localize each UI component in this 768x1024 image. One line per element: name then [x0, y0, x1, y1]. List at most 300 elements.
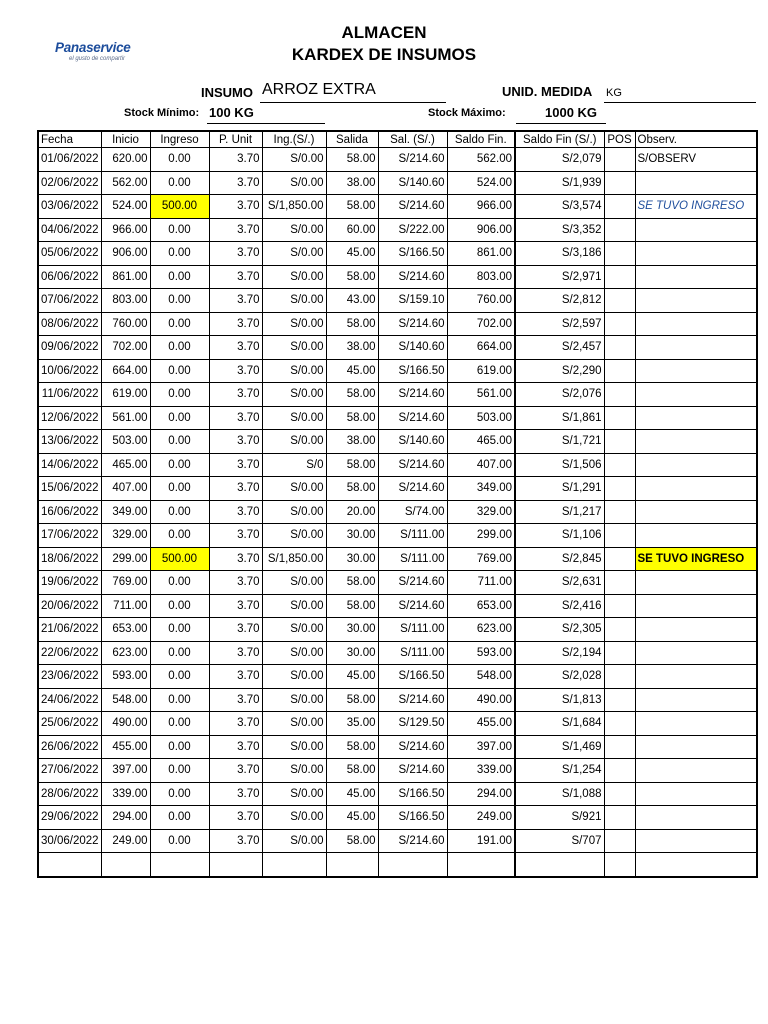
- table-row: [38, 359, 757, 383]
- cell-ingreso: 500.00: [150, 195, 209, 219]
- cell-ing: S/0.00: [262, 500, 326, 524]
- cell-obs: [635, 242, 757, 266]
- cell-obs: [635, 430, 757, 454]
- cell-punit: 3.70: [209, 453, 262, 477]
- cell-inicio: 339.00: [101, 782, 150, 806]
- cell-salida: 30.00: [326, 618, 378, 642]
- cell-ing: S/0.00: [262, 289, 326, 313]
- cell-obs: [635, 853, 757, 877]
- col-salida-header: Salida: [326, 131, 378, 148]
- cell-sal: S/159.10: [378, 289, 447, 313]
- cell-saldo: 503.00: [447, 406, 515, 430]
- cell-inicio: 561.00: [101, 406, 150, 430]
- cell-ingreso: 0.00: [150, 383, 209, 407]
- insumo-value: ARROZ EXTRA: [262, 81, 376, 98]
- table-row: [38, 735, 757, 759]
- table-row: [38, 477, 757, 501]
- cell-obs: [635, 688, 757, 712]
- cell-fecha: 25/06/2022: [38, 712, 101, 736]
- cell-pos: [604, 547, 635, 571]
- cell-punit: 3.70: [209, 618, 262, 642]
- cell-punit: 3.70: [209, 336, 262, 360]
- cell-salida: 43.00: [326, 289, 378, 313]
- cell-salida: 38.00: [326, 336, 378, 360]
- cell-fecha: 27/06/2022: [38, 759, 101, 783]
- cell-saldo_s: S/3,352: [515, 218, 604, 242]
- cell-saldo: 249.00: [447, 806, 515, 830]
- cell-sal: S/74.00: [378, 500, 447, 524]
- table-row: [38, 406, 757, 430]
- cell-ingreso: 0.00: [150, 218, 209, 242]
- cell-salida: 58.00: [326, 406, 378, 430]
- cell-saldo: 294.00: [447, 782, 515, 806]
- cell-saldo_s: S/1,088: [515, 782, 604, 806]
- cell-inicio: 249.00: [101, 829, 150, 853]
- table-row: [38, 312, 757, 336]
- cell-punit: 3.70: [209, 829, 262, 853]
- cell-saldo_s: S/2,631: [515, 571, 604, 595]
- cell-pos: [604, 336, 635, 360]
- cell-pos: [604, 383, 635, 407]
- table-row: [38, 500, 757, 524]
- cell-pos: [604, 406, 635, 430]
- unit-value: KG: [606, 87, 622, 99]
- cell-sal: S/214.60: [378, 265, 447, 289]
- cell-salida: 45.00: [326, 665, 378, 689]
- cell-sal: S/140.60: [378, 430, 447, 454]
- cell-fecha: 28/06/2022: [38, 782, 101, 806]
- cell-pos: [604, 500, 635, 524]
- cell-punit: 3.70: [209, 524, 262, 548]
- cell-punit: 3.70: [209, 641, 262, 665]
- cell-ing: S/1,850.00: [262, 547, 326, 571]
- cell-ing: S/0.00: [262, 665, 326, 689]
- cell-salida: 38.00: [326, 430, 378, 454]
- cell-ingreso: [150, 853, 209, 877]
- cell-ingreso: 0.00: [150, 477, 209, 501]
- col-saldo-header: Saldo Fin.: [447, 131, 515, 148]
- cell-pos: [604, 218, 635, 242]
- cell-obs: [635, 453, 757, 477]
- cell-fecha: 10/06/2022: [38, 359, 101, 383]
- table-row: [38, 547, 757, 571]
- cell-salida: 58.00: [326, 312, 378, 336]
- cell-saldo_s: S/1,684: [515, 712, 604, 736]
- cell-sal: S/214.60: [378, 735, 447, 759]
- cell-ingreso: 0.00: [150, 618, 209, 642]
- cell-ingreso: 0.00: [150, 571, 209, 595]
- cell-punit: [209, 853, 262, 877]
- cell-ing: S/0.00: [262, 735, 326, 759]
- cell-saldo: 803.00: [447, 265, 515, 289]
- cell-saldo_s: S/2,597: [515, 312, 604, 336]
- cell-saldo_s: S/1,469: [515, 735, 604, 759]
- cell-saldo: 455.00: [447, 712, 515, 736]
- stock-min-underline: [207, 123, 325, 124]
- cell-ingreso: 0.00: [150, 829, 209, 853]
- cell-salida: 58.00: [326, 759, 378, 783]
- cell-ing: S/0.00: [262, 218, 326, 242]
- cell-pos: [604, 453, 635, 477]
- cell-salida: 20.00: [326, 500, 378, 524]
- cell-pos: [604, 594, 635, 618]
- cell-obs: [635, 218, 757, 242]
- cell-obs: [635, 500, 757, 524]
- cell-fecha: 17/06/2022: [38, 524, 101, 548]
- table-header-row: [38, 131, 757, 148]
- cell-ing: S/0.00: [262, 430, 326, 454]
- col-saldo-s-header: Saldo Fin (S/.): [515, 131, 604, 148]
- cell-inicio: 702.00: [101, 336, 150, 360]
- cell-saldo: 548.00: [447, 665, 515, 689]
- cell-ingreso: 0.00: [150, 782, 209, 806]
- cell-inicio: 711.00: [101, 594, 150, 618]
- cell-punit: 3.70: [209, 148, 262, 172]
- cell-sal: S/111.00: [378, 641, 447, 665]
- cell-saldo_s: S/2,028: [515, 665, 604, 689]
- cell-saldo_s: S/2,305: [515, 618, 604, 642]
- cell-obs: [635, 735, 757, 759]
- cell-sal: [378, 853, 447, 877]
- cell-fecha: 23/06/2022: [38, 665, 101, 689]
- cell-inicio: 562.00: [101, 171, 150, 195]
- cell-fecha: 30/06/2022: [38, 829, 101, 853]
- table-row: [38, 665, 757, 689]
- cell-pos: [604, 265, 635, 289]
- cell-ingreso: 0.00: [150, 665, 209, 689]
- cell-punit: 3.70: [209, 594, 262, 618]
- table-row: [38, 594, 757, 618]
- col-punit-header: P. Unit: [209, 131, 262, 148]
- cell-saldo: 619.00: [447, 359, 515, 383]
- cell-ing: S/0.00: [262, 477, 326, 501]
- cell-pos: [604, 524, 635, 548]
- cell-saldo: 760.00: [447, 289, 515, 313]
- cell-salida: 30.00: [326, 524, 378, 548]
- cell-sal: S/214.60: [378, 688, 447, 712]
- cell-saldo_s: S/921: [515, 806, 604, 830]
- cell-fecha: 11/06/2022: [38, 383, 101, 407]
- cell-sal: S/214.60: [378, 148, 447, 172]
- table-row: [38, 242, 757, 266]
- cell-pos: [604, 712, 635, 736]
- table-row: [38, 265, 757, 289]
- cell-inicio: 760.00: [101, 312, 150, 336]
- cell-punit: 3.70: [209, 500, 262, 524]
- cell-ingreso: 0.00: [150, 312, 209, 336]
- cell-punit: 3.70: [209, 289, 262, 313]
- cell-sal: S/140.60: [378, 336, 447, 360]
- cell-sal: S/214.60: [378, 312, 447, 336]
- cell-punit: 3.70: [209, 688, 262, 712]
- cell-saldo: 966.00: [447, 195, 515, 219]
- cell-saldo_s: S/2,290: [515, 359, 604, 383]
- cell-salida: 58.00: [326, 453, 378, 477]
- table-row: [38, 571, 757, 595]
- cell-punit: 3.70: [209, 430, 262, 454]
- cell-saldo: 490.00: [447, 688, 515, 712]
- cell-fecha: 24/06/2022: [38, 688, 101, 712]
- cell-sal: S/166.50: [378, 806, 447, 830]
- cell-saldo_s: S/3,186: [515, 242, 604, 266]
- cell-ingreso: 0.00: [150, 688, 209, 712]
- cell-fecha: 05/06/2022: [38, 242, 101, 266]
- cell-saldo: 397.00: [447, 735, 515, 759]
- cell-punit: 3.70: [209, 383, 262, 407]
- cell-punit: 3.70: [209, 265, 262, 289]
- cell-obs: [635, 171, 757, 195]
- cell-salida: 35.00: [326, 712, 378, 736]
- cell-saldo: 299.00: [447, 524, 515, 548]
- cell-ingreso: 0.00: [150, 641, 209, 665]
- table-row: [38, 759, 757, 783]
- table-row: [38, 336, 757, 360]
- cell-ing: S/0.00: [262, 171, 326, 195]
- cell-fecha: 29/06/2022: [38, 806, 101, 830]
- col-ingreso-header: Ingreso: [150, 131, 209, 148]
- cell-inicio: 769.00: [101, 571, 150, 595]
- cell-sal: S/140.60: [378, 171, 447, 195]
- cell-sal: S/166.50: [378, 782, 447, 806]
- cell-inicio: 294.00: [101, 806, 150, 830]
- table-row: [38, 806, 757, 830]
- cell-pos: [604, 359, 635, 383]
- cell-ing: S/0.00: [262, 406, 326, 430]
- cell-punit: 3.70: [209, 782, 262, 806]
- cell-pos: [604, 242, 635, 266]
- cell-obs: SE TUVO INGRESO: [635, 547, 757, 571]
- unit-underline: [604, 102, 756, 103]
- cell-inicio: 906.00: [101, 242, 150, 266]
- cell-fecha: 07/06/2022: [38, 289, 101, 313]
- cell-obs: [635, 406, 757, 430]
- cell-saldo: 191.00: [447, 829, 515, 853]
- table-row: [38, 782, 757, 806]
- cell-ingreso: 0.00: [150, 406, 209, 430]
- kardex-table: [37, 130, 758, 878]
- cell-fecha: 09/06/2022: [38, 336, 101, 360]
- cell-pos: [604, 571, 635, 595]
- cell-inicio: 620.00: [101, 148, 150, 172]
- cell-saldo_s: S/1,939: [515, 171, 604, 195]
- cell-fecha: 06/06/2022: [38, 265, 101, 289]
- cell-saldo_s: S/2,079: [515, 148, 604, 172]
- cell-ing: S/0.00: [262, 688, 326, 712]
- page-subtitle: KARDEX DE INSUMOS: [291, 45, 477, 64]
- cell-pos: [604, 641, 635, 665]
- cell-ingreso: 0.00: [150, 289, 209, 313]
- cell-pos: [604, 829, 635, 853]
- table-row: [38, 148, 757, 172]
- cell-ingreso: 0.00: [150, 500, 209, 524]
- table-row: [38, 289, 757, 313]
- insumo-underline: [260, 102, 446, 103]
- cell-ing: S/0.00: [262, 759, 326, 783]
- cell-ing: S/0.00: [262, 265, 326, 289]
- cell-ing: S/0.00: [262, 618, 326, 642]
- cell-sal: S/166.50: [378, 665, 447, 689]
- cell-sal: S/214.60: [378, 477, 447, 501]
- cell-punit: 3.70: [209, 712, 262, 736]
- cell-pos: [604, 759, 635, 783]
- cell-ingreso: 0.00: [150, 806, 209, 830]
- col-observ-header: Observ.: [635, 131, 757, 148]
- table-row: [38, 171, 757, 195]
- cell-fecha: 20/06/2022: [38, 594, 101, 618]
- cell-ing: [262, 853, 326, 877]
- cell-ing: S/0.00: [262, 242, 326, 266]
- cell-saldo: 623.00: [447, 618, 515, 642]
- cell-salida: 58.00: [326, 735, 378, 759]
- cell-pos: [604, 477, 635, 501]
- cell-salida: 60.00: [326, 218, 378, 242]
- cell-salida: 58.00: [326, 571, 378, 595]
- cell-saldo: 329.00: [447, 500, 515, 524]
- cell-obs: [635, 594, 757, 618]
- cell-saldo_s: S/2,416: [515, 594, 604, 618]
- cell-pos: [604, 806, 635, 830]
- cell-inicio: 966.00: [101, 218, 150, 242]
- table-row: [38, 688, 757, 712]
- table-row: [38, 524, 757, 548]
- cell-sal: S/214.60: [378, 571, 447, 595]
- cell-saldo: 349.00: [447, 477, 515, 501]
- cell-inicio: 861.00: [101, 265, 150, 289]
- cell-salida: 45.00: [326, 242, 378, 266]
- cell-inicio: 299.00: [101, 547, 150, 571]
- cell-obs: [635, 806, 757, 830]
- table-row: [38, 430, 757, 454]
- cell-ingreso: 0.00: [150, 594, 209, 618]
- logo-tagline: el gusto de compartir: [69, 56, 126, 62]
- cell-obs: [635, 265, 757, 289]
- cell-salida: 58.00: [326, 688, 378, 712]
- cell-ing: S/0.00: [262, 383, 326, 407]
- cell-inicio: 349.00: [101, 500, 150, 524]
- table-row: [38, 853, 757, 877]
- cell-salida: 58.00: [326, 594, 378, 618]
- cell-pos: [604, 171, 635, 195]
- cell-ing: S/0.00: [262, 712, 326, 736]
- cell-ing: S/0.00: [262, 641, 326, 665]
- cell-pos: [604, 430, 635, 454]
- cell-punit: 3.70: [209, 242, 262, 266]
- cell-punit: 3.70: [209, 195, 262, 219]
- cell-saldo_s: S/1,254: [515, 759, 604, 783]
- cell-ing: S/1,850.00: [262, 195, 326, 219]
- cell-punit: 3.70: [209, 171, 262, 195]
- cell-sal: S/214.60: [378, 829, 447, 853]
- cell-ingreso: 0.00: [150, 524, 209, 548]
- cell-inicio: 623.00: [101, 641, 150, 665]
- table-row: [38, 453, 757, 477]
- cell-inicio: 619.00: [101, 383, 150, 407]
- cell-ing: S/0.00: [262, 806, 326, 830]
- cell-saldo_s: S/3,574: [515, 195, 604, 219]
- cell-obs: [635, 618, 757, 642]
- cell-ingreso: 0.00: [150, 265, 209, 289]
- cell-saldo_s: S/2,812: [515, 289, 604, 313]
- cell-obs: [635, 665, 757, 689]
- cell-saldo_s: S/1,721: [515, 430, 604, 454]
- cell-saldo: [447, 853, 515, 877]
- cell-saldo: 407.00: [447, 453, 515, 477]
- cell-saldo: 339.00: [447, 759, 515, 783]
- cell-obs: [635, 312, 757, 336]
- cell-sal: S/111.00: [378, 618, 447, 642]
- col-sal-header: Sal. (S/.): [378, 131, 447, 148]
- cell-inicio: 490.00: [101, 712, 150, 736]
- cell-fecha: 02/06/2022: [38, 171, 101, 195]
- logo-brand: Panaservice: [55, 40, 131, 55]
- table-row: [38, 829, 757, 853]
- cell-ingreso: 0.00: [150, 759, 209, 783]
- cell-sal: S/222.00: [378, 218, 447, 242]
- cell-ing: S/0.00: [262, 312, 326, 336]
- cell-fecha: 26/06/2022: [38, 735, 101, 759]
- table-row: [38, 218, 757, 242]
- cell-salida: 45.00: [326, 782, 378, 806]
- stock-min-value: 100 KG: [209, 105, 254, 120]
- cell-punit: 3.70: [209, 218, 262, 242]
- cell-salida: 58.00: [326, 195, 378, 219]
- cell-inicio: 593.00: [101, 665, 150, 689]
- cell-obs: SE TUVO INGRESO: [635, 195, 757, 219]
- cell-obs: [635, 524, 757, 548]
- cell-sal: S/166.50: [378, 242, 447, 266]
- cell-ing: S/0.00: [262, 594, 326, 618]
- cell-fecha: 15/06/2022: [38, 477, 101, 501]
- cell-saldo: 769.00: [447, 547, 515, 571]
- cell-saldo_s: S/2,194: [515, 641, 604, 665]
- cell-inicio: 524.00: [101, 195, 150, 219]
- cell-ing: S/0: [262, 453, 326, 477]
- cell-inicio: 548.00: [101, 688, 150, 712]
- cell-pos: [604, 148, 635, 172]
- stock-min-label: Stock Mínimo:: [124, 107, 200, 119]
- cell-punit: 3.70: [209, 477, 262, 501]
- cell-fecha: 22/06/2022: [38, 641, 101, 665]
- cell-pos: [604, 618, 635, 642]
- cell-punit: 3.70: [209, 406, 262, 430]
- cell-saldo: 664.00: [447, 336, 515, 360]
- cell-inicio: 664.00: [101, 359, 150, 383]
- cell-saldo_s: [515, 853, 604, 877]
- cell-saldo: 711.00: [447, 571, 515, 595]
- cell-inicio: [101, 853, 150, 877]
- cell-obs: [635, 383, 757, 407]
- cell-fecha: 04/06/2022: [38, 218, 101, 242]
- cell-inicio: 407.00: [101, 477, 150, 501]
- cell-pos: [604, 782, 635, 806]
- cell-ing: S/0.00: [262, 571, 326, 595]
- insumo-label: INSUMO: [201, 85, 253, 100]
- cell-saldo: 653.00: [447, 594, 515, 618]
- col-ing-header: Ing.(S/.): [262, 131, 326, 148]
- cell-saldo: 861.00: [447, 242, 515, 266]
- cell-obs: S/OBSERV: [635, 148, 757, 172]
- cell-obs: [635, 571, 757, 595]
- cell-salida: 58.00: [326, 148, 378, 172]
- cell-salida: 30.00: [326, 547, 378, 571]
- cell-ingreso: 0.00: [150, 359, 209, 383]
- cell-ingreso: 0.00: [150, 453, 209, 477]
- cell-saldo: 561.00: [447, 383, 515, 407]
- cell-sal: S/214.60: [378, 195, 447, 219]
- cell-ing: S/0.00: [262, 359, 326, 383]
- cell-ing: S/0.00: [262, 336, 326, 360]
- cell-salida: 45.00: [326, 359, 378, 383]
